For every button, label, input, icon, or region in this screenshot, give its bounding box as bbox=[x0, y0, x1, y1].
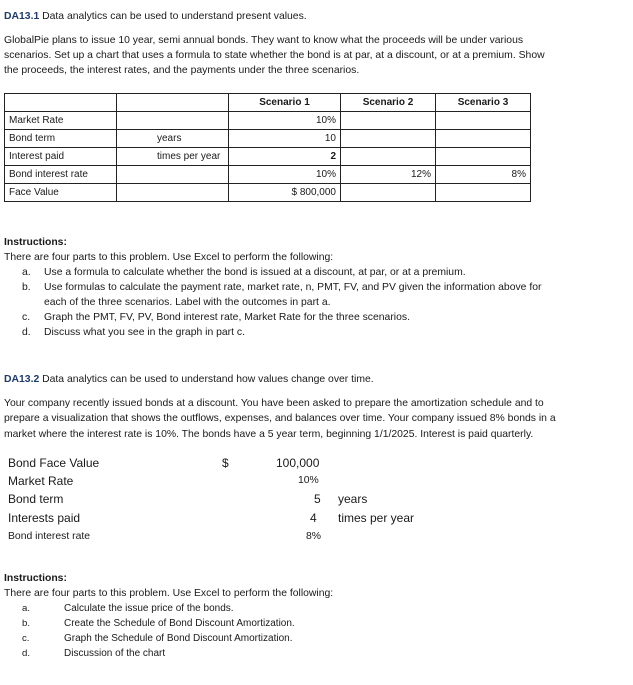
list-item-letter: b. bbox=[22, 618, 31, 629]
scenario-1-header: Scenario 1 bbox=[229, 94, 341, 112]
table-row bbox=[5, 130, 531, 148]
da131-title-text: Data analytics can be used to understand present values. bbox=[39, 11, 307, 22]
scenario-2-cell: 12% bbox=[341, 166, 436, 184]
list-item-text: Use a formula to calculate whether the bond is issued at a discount, at par, or at a premium. bbox=[44, 267, 466, 278]
row-unit: years bbox=[117, 130, 229, 148]
list-item-letter: a. bbox=[22, 267, 31, 278]
scenario-2-cell bbox=[341, 112, 436, 130]
list-item-text: Discussion of the chart bbox=[64, 648, 166, 659]
bond-interest-rate-label: Bond interest rate bbox=[8, 531, 91, 542]
row-unit: times per year bbox=[117, 148, 229, 166]
market-rate-label: Market Rate bbox=[8, 474, 74, 488]
da131-title-number: DA13.1 bbox=[4, 11, 40, 22]
scenario-3-cell bbox=[436, 148, 531, 166]
scenario-3-header: Scenario 3 bbox=[436, 94, 531, 112]
da131-intro-line: GlobalPie plans to issue 10 year, semi annual bonds. They want to know what the proceeds will be under various bbox=[4, 35, 524, 46]
table-row bbox=[5, 112, 531, 130]
da131-title bbox=[4, 11, 307, 22]
table-header-cell bbox=[5, 94, 117, 112]
da132-intro-line: Your company recently issued bonds at a discount. You have been asked to prepare the amortization schedule and to bbox=[4, 398, 544, 409]
da132-title-number: DA13.2 bbox=[4, 374, 40, 385]
table-row bbox=[5, 184, 531, 202]
list-item-letter: a. bbox=[22, 603, 31, 614]
scenario-1-cell: 10% bbox=[229, 166, 341, 184]
da132-intro-line: prepare a visualization that shows the outflows, expenses, and balances over time. Your company issued 8% bonds in a bbox=[4, 413, 556, 424]
da132-instructions-intro: There are four parts to this problem. Use Excel to perform the following: bbox=[4, 588, 334, 599]
interests-paid-unit: times per year bbox=[338, 511, 415, 525]
bond-face-value-label: Bond Face Value bbox=[8, 456, 100, 470]
list-item-text: each of the three scenarios. Label with the outcomes in part a. bbox=[44, 297, 331, 308]
scenario-2-cell bbox=[341, 184, 436, 202]
da132-title-text: Data analytics can be used to understand how values change over time. bbox=[39, 374, 374, 385]
scenario-2-cell bbox=[341, 130, 436, 148]
da132-title bbox=[4, 374, 374, 385]
da131-intro-line: the proceeds, the interest rates, and the payments under the three scenarios. bbox=[4, 65, 360, 76]
list-item-text: Create the Schedule of Bond Discount Amortization. bbox=[64, 618, 295, 629]
da131-instructions-intro: There are four parts to this problem. Use Excel to perform the following: bbox=[4, 252, 334, 263]
list-item-letter: d. bbox=[22, 327, 31, 338]
row-unit bbox=[117, 184, 229, 202]
row-unit bbox=[117, 166, 229, 184]
row-label: Bond term bbox=[5, 130, 117, 148]
row-label: Interest paid bbox=[5, 148, 117, 166]
bond-term-unit: years bbox=[338, 492, 368, 506]
list-item-text: Graph the PMT, FV, PV, Bond interest rate, Market Rate for the three scenarios. bbox=[44, 312, 410, 323]
currency-symbol: $ bbox=[222, 456, 229, 470]
da132-intro-line: market where the interest rate is 10%. The bonds have a 5 year term, beginning 1/1/2025. Interest is paid quarterly. bbox=[4, 429, 534, 440]
row-unit bbox=[117, 112, 229, 130]
list-item-letter: d. bbox=[22, 648, 31, 659]
interests-paid-value: 4 bbox=[310, 511, 317, 525]
bond-face-value: 100,000 bbox=[276, 456, 320, 470]
da132-instructions-label: Instructions: bbox=[4, 573, 67, 584]
scenario-3-cell: 8% bbox=[436, 166, 531, 184]
scenario-3-cell bbox=[436, 130, 531, 148]
table-header-row bbox=[5, 94, 531, 112]
bond-term-value: 5 bbox=[314, 492, 321, 506]
list-item-text: Graph the Schedule of Bond Discount Amortization. bbox=[64, 633, 293, 644]
list-item-text: Discuss what you see in the graph in part c. bbox=[44, 327, 245, 338]
bond-interest-rate-value: 8% bbox=[306, 531, 322, 542]
scenario-table bbox=[4, 93, 531, 202]
table-row bbox=[5, 148, 531, 166]
list-item-text: Calculate the issue price of the bonds. bbox=[64, 603, 234, 614]
scenario-2-header: Scenario 2 bbox=[341, 94, 436, 112]
scenario-3-cell bbox=[436, 184, 531, 202]
list-item-letter: c. bbox=[22, 633, 30, 644]
scenario-1-cell: 10 bbox=[229, 130, 341, 148]
scenario-1-cell: 2 bbox=[229, 148, 341, 166]
table-header-cell bbox=[117, 94, 229, 112]
scenario-2-cell bbox=[341, 148, 436, 166]
table-row bbox=[5, 166, 531, 184]
row-label: Bond interest rate bbox=[5, 166, 117, 184]
da131-instructions-label: Instructions: bbox=[4, 237, 67, 248]
list-item-letter: c. bbox=[22, 312, 31, 323]
interests-paid-label: Interests paid bbox=[8, 511, 81, 525]
list-item-letter: b. bbox=[22, 282, 31, 293]
bond-term-label: Bond term bbox=[8, 492, 64, 506]
scenario-1-cell: $ 800,000 bbox=[229, 184, 341, 202]
scenario-3-cell bbox=[436, 112, 531, 130]
row-label: Face Value bbox=[5, 184, 117, 202]
list-item-text: Use formulas to calculate the payment rate, market rate, n, PMT, FV, and PV given the information above for bbox=[44, 282, 542, 293]
row-label: Market Rate bbox=[5, 112, 117, 130]
market-rate-value: 10% bbox=[298, 475, 319, 486]
da131-intro-line: scenarios. Set up a chart that uses a formula to state whether the bond is at par, at a discount, or at a premium. Show bbox=[4, 50, 545, 61]
scenario-1-cell: 10% bbox=[229, 112, 341, 130]
